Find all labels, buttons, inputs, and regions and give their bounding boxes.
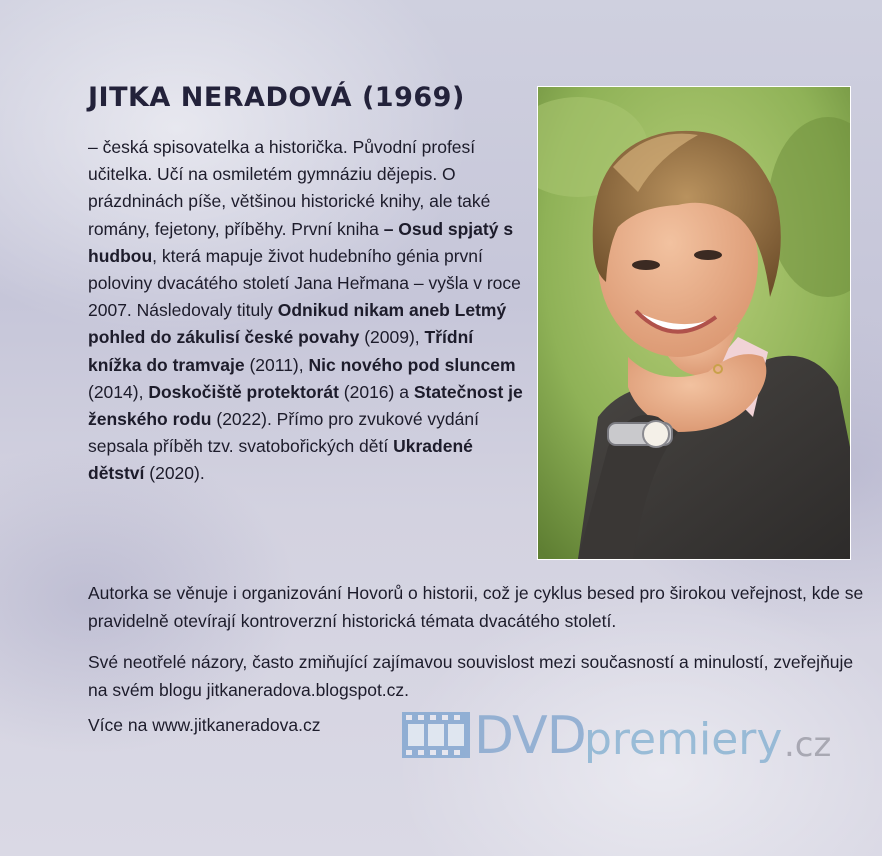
bio-book-title: Třídní knížka do tramvaje bbox=[88, 327, 474, 375]
author-photo bbox=[537, 86, 851, 560]
bio-book-title: Ukradené dětství bbox=[88, 436, 473, 484]
author-title: JITKA NERADOVÁ (1969) bbox=[88, 82, 465, 113]
blog-paragraph: Své neotřelé názory, často zmiňující zajímavou souvislost mezi současností a minulostí, zveřejňuje na svém blogu jitkaneradova.blogspot.cz. bbox=[88, 652, 854, 700]
bio-book-title: – Osud spjatý s hudbou bbox=[88, 218, 514, 266]
bio-text: (2014), bbox=[88, 381, 149, 402]
bio-book-title: Nic nového pod sluncem bbox=[308, 354, 516, 375]
bio-text: (2011), bbox=[244, 354, 309, 375]
bio-book-title: Doskočiště protektorát bbox=[148, 381, 339, 402]
watermark-premiery-text: premiery bbox=[584, 714, 783, 765]
dvdpremiery-watermark bbox=[402, 706, 842, 776]
watermark-dvd-text: DVD bbox=[474, 706, 586, 766]
watermark-cz-text: .cz bbox=[784, 725, 832, 765]
more-info-link[interactable]: Více na www.jitkaneradova.cz bbox=[88, 715, 321, 735]
bio-book-title: Statečnost je ženského rodu bbox=[88, 381, 523, 430]
author-bio bbox=[88, 134, 528, 488]
bio-book-title: Odnikud nikam aneb Letmý pohled do zákulisí české povahy bbox=[88, 300, 507, 348]
author-portrait-illustration bbox=[538, 87, 850, 559]
bio-text: (2022). Přímo pro zvukové vydání sepsala příběh tzv. svatobořických dětí bbox=[88, 409, 479, 457]
bio-text: (2020). bbox=[144, 463, 205, 484]
bio-text: – česká spisovatelka a historička. Původní profesí učitelka. Učí na osmiletém gymnáziu dějepis. O prázdninách píše, většinou historické knihy, ale také romány, fejetony, příběhy. První kniha bbox=[88, 137, 491, 239]
bio-text: (2009), bbox=[359, 327, 425, 348]
film-strip-icon bbox=[402, 712, 470, 758]
bio-text: , která mapuje život hudebního génia první poloviny dvacátého století Jana Heřmana – vyšla v roce 2007. Následovaly tituly bbox=[88, 245, 521, 321]
bio-text: (2016) a bbox=[338, 381, 414, 402]
organizing-paragraph: Autorka se věnuje i organizování Hovorů o historii, což je cyklus besed pro širokou veřejnost, kde se pravidelně otevírají kontroverzní historická témata dvacátého století. bbox=[88, 583, 864, 631]
